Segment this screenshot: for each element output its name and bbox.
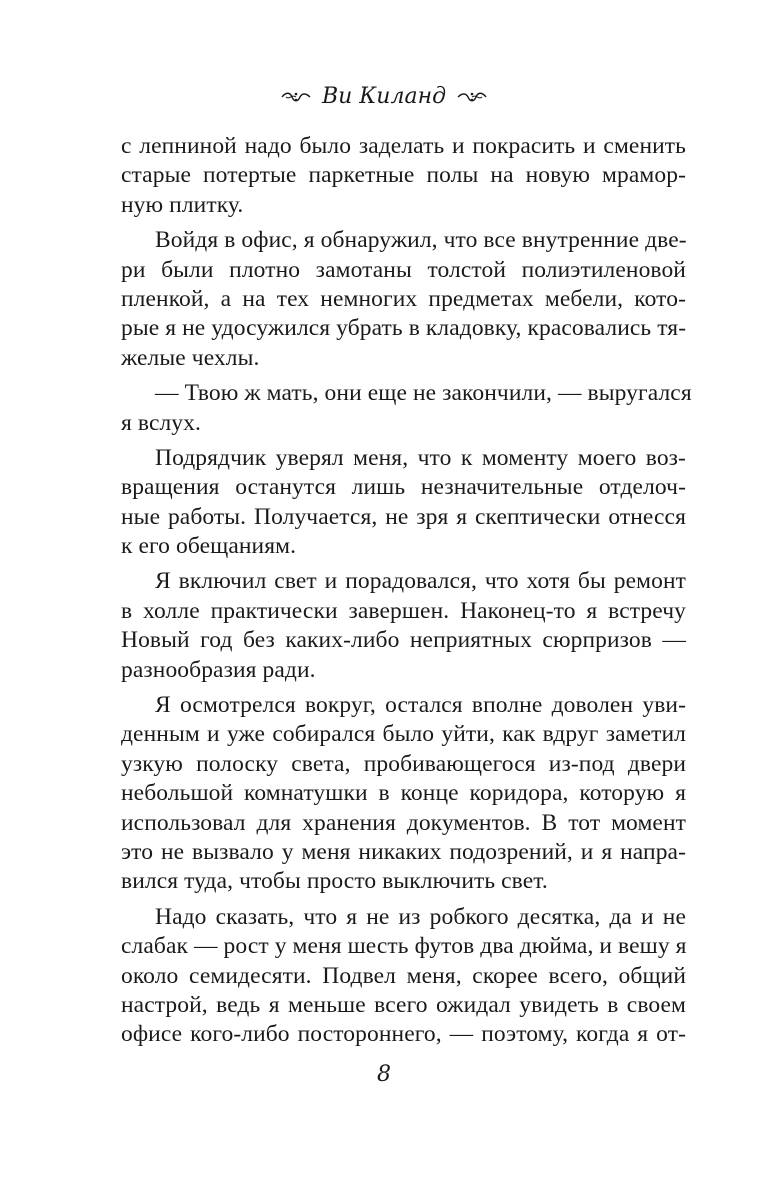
body-text [121, 132, 692, 1050]
text-line: вился туда, чтобы просто выключить свет. [121, 868, 548, 895]
text-line: к его обещаниям. [121, 533, 297, 560]
text-line: — Твою ж мать, они еще не закончили, — выругался [155, 380, 692, 407]
page-number: 8 [377, 1062, 391, 1087]
text-line: Я включил свет и порадовался, что хотя бы ремонт [155, 568, 686, 595]
text-line: ную плитку. [121, 191, 244, 218]
text-line: денным и уже собирался было уйти, как вдруг заметил [121, 721, 686, 748]
text-line: узкую полоску света, пробивающегося из-под двери [121, 750, 686, 777]
text-line: ри были плотно замотаны толстой полиэтиленовой [121, 256, 686, 283]
text-line: это не вызвало у меня никаких подозрений, и я напра- [121, 838, 686, 865]
text-line: слабак — рост у меня шесть футов два дюйма, и вешу я [121, 933, 687, 960]
text-line: около семидесяти. Подвел меня, скорее всего, общий [121, 962, 686, 989]
text-line: в холле практически завершен. Наконец-то я встречу [121, 597, 686, 624]
text-line: вращения останутся лишь незначительные отделоч- [121, 474, 686, 501]
text-line: Надо сказать, что я не из робкого десятка, да и не [155, 903, 686, 930]
text-line: Новый год без каких-либо неприятных сюрпризов — [121, 627, 686, 654]
text-line: Войдя в офис, я обнаружил, что все внутренние две- [155, 227, 687, 254]
running-title: Ви Киланд [321, 84, 447, 109]
text-line: настрой, ведь я меньше всего ожидал увидеть в своем [121, 991, 686, 1018]
text-line: я вслух. [121, 409, 201, 436]
text-line: офисе кого-либо постороннего, — поэтому, когда я от- [121, 1021, 686, 1048]
text-line: небольшой комнатушки в конце коридора, которую я [121, 780, 686, 807]
text-line: пленкой, а на тех немногих предметах мебели, кото- [121, 285, 686, 312]
text-line: с лепниной надо было заделать и покрасить и сменить [121, 133, 686, 159]
text-line: разнообразия ради. [121, 656, 316, 683]
text-line: Подрядчик уверял меня, что к моменту моего воз- [155, 444, 686, 471]
text-line: Я осмотрелся вокруг, остался вполне доволен уви- [155, 692, 686, 719]
right-flourish-ornament [456, 90, 488, 104]
text-line: рые я не удосужился убрать в кладовку, красовались тя- [121, 315, 687, 342]
text-line: старые потертые паркетные полы на новую мрамор- [121, 162, 686, 189]
text-line: использовал для хранения документов. В тот момент [121, 809, 686, 836]
left-flourish-ornament [280, 90, 312, 104]
text-line: ные работы. Получается, не зря я скептически отнесся [121, 503, 686, 530]
running-header [0, 84, 768, 109]
text-line: желые чехлы. [121, 344, 260, 371]
